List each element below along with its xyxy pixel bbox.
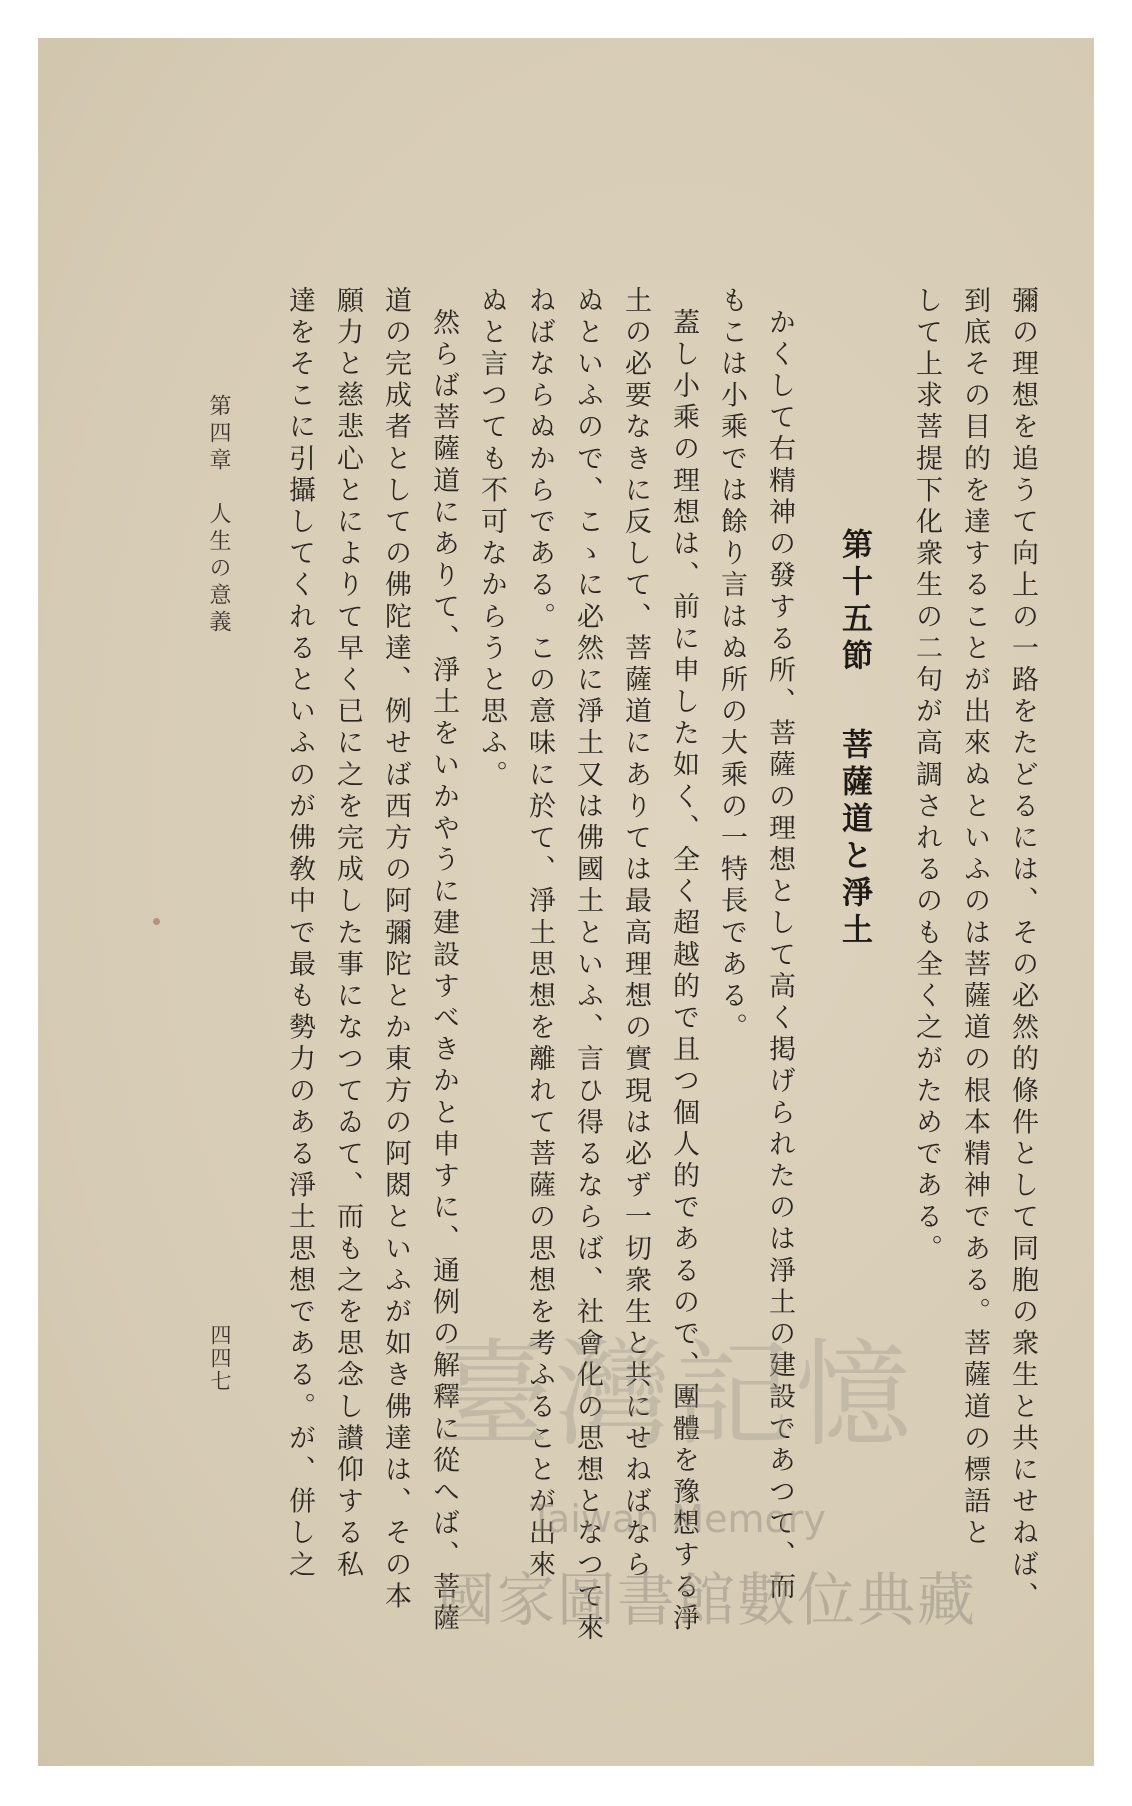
text-column: かくして右精神の發する所、菩薩の理想として高く掲げられたのは淨土の建設であつて、而: [764, 308, 795, 1604]
text-column: 彌の理想を追うて向上の一路をたどるには、その必然的條件として同胞の衆生と共にせねば、: [1007, 286, 1038, 1614]
text-column: して上求菩提下化衆生の二句が高調されるのも全く之がためである。: [911, 286, 942, 1266]
section-heading: [838, 528, 870, 950]
watermark-institution: 國家圖書館數位典藏: [437, 1566, 978, 1634]
watermark-subtitle: Taiwan Memory: [530, 1497, 826, 1541]
paper-speck: [153, 918, 160, 925]
text-column: ぬといふので、こゝに必然に淨土又は佛國土といふ、言ひ得るならば、社會化の思想となつて來: [572, 286, 603, 1645]
text-column: ねばならぬからである。この意味に於て、淨土思想を離れて菩薩の思想を考ふることが出來: [524, 286, 555, 1582]
watermark-logo: 臺灣記憶: [435, 1328, 915, 1463]
text-column: 到底その目的を達することが出來ぬといふのは菩薩道の根本精神である。菩薩道の標語と: [959, 286, 990, 1550]
text-column: 願力と慈悲心とによりて早く已に之を完成した事になつてゐて、而も之を思念し讃仰する私: [332, 286, 363, 1582]
text-column: 然らば菩薩道にありて、淨土をいかやうに建設すべきかと申すに、通例の解釋に從へば、菩薩: [428, 308, 459, 1636]
text-column: 蓋し小乘の理想は、前に申した如く、全く超越的で且つ個人的であるので、團體を豫想する淨: [668, 308, 699, 1636]
section-title: 菩薩道と淨土: [836, 728, 872, 950]
text-column: もこは小乘では餘り言はぬ所の大乘の一特長である。: [716, 286, 747, 1045]
page-number: 四四七: [208, 1324, 232, 1393]
section-number: 第十五節: [836, 528, 872, 676]
text-column: 道の完成者としての佛陀達、例せば西方の阿彌陀とか東方の阿閦といふが如き佛達は、その本: [380, 286, 411, 1614]
text-column: ぬと言つても不可なからうと思ふ。: [476, 286, 507, 792]
running-head: 第四章 人生の意義: [206, 394, 231, 637]
text-column: 達をそこに引攝してくれるといふのが佛敎中で最も勢力のある淨土思想である。が、併し之: [284, 286, 315, 1582]
text-column: 土の必要なきに反して、菩薩道にありては最高理想の實現は必ず一切衆生と共にせねばなら: [620, 286, 651, 1582]
